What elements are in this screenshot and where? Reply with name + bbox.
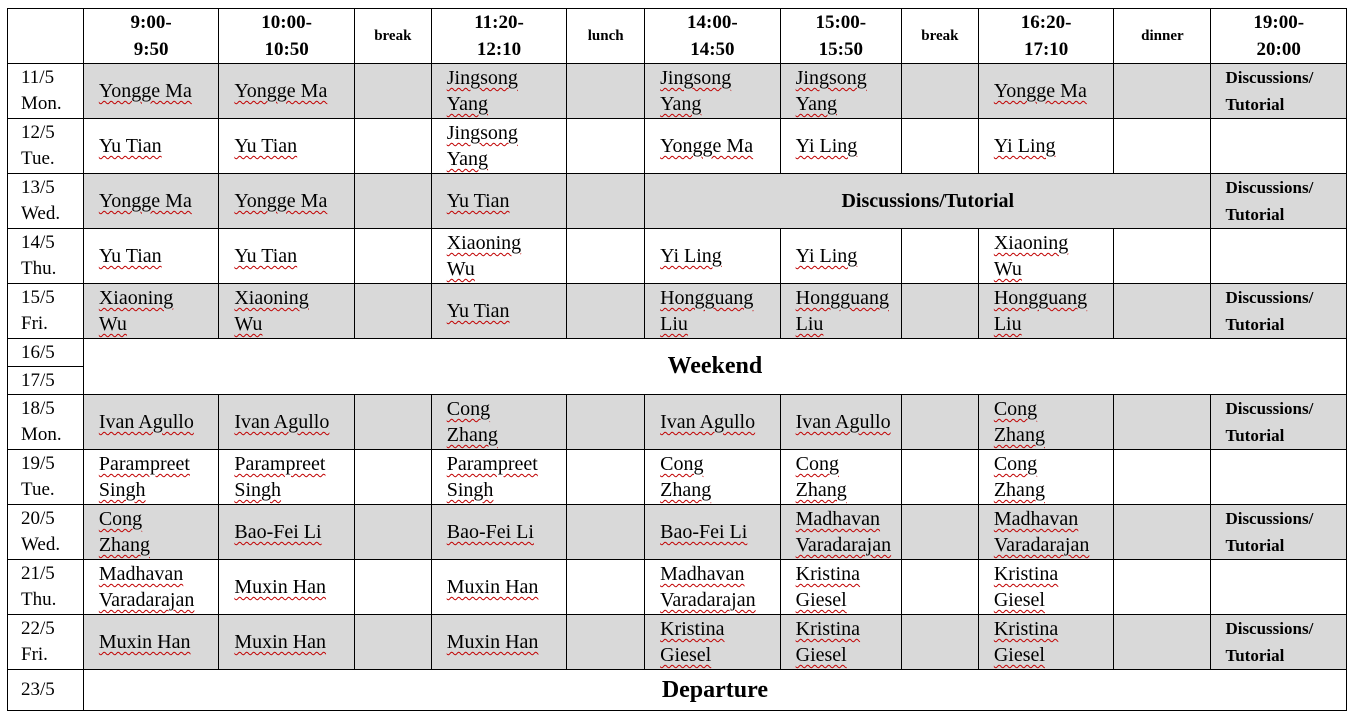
speaker-name: Parampreet Singh xyxy=(446,453,538,501)
speaker-cell xyxy=(219,64,355,119)
speaker-cell xyxy=(431,615,567,670)
speaker-cell xyxy=(978,505,1114,560)
speaker-cell xyxy=(780,119,901,174)
speaker-name: Bao-Fei Li xyxy=(660,521,748,543)
date-cell: 14/5 Thu. xyxy=(8,229,84,284)
speaker-name: Xiaoning Wu xyxy=(446,232,522,280)
speaker-name: Jingsong Yang xyxy=(660,67,732,115)
speaker-cell xyxy=(978,64,1114,119)
lunch-cell xyxy=(567,229,645,284)
speaker-cell xyxy=(219,229,355,284)
day-row xyxy=(8,119,1347,174)
speaker-cell xyxy=(219,174,355,229)
speaker-name: Cong Zhang xyxy=(446,398,498,446)
speaker-cell xyxy=(219,284,355,339)
date-cell: 18/5 Mon. xyxy=(8,395,84,450)
lunch-cell xyxy=(567,64,645,119)
speaker-cell xyxy=(645,450,781,505)
speaker-cell xyxy=(978,395,1114,450)
speaker-cell xyxy=(219,395,355,450)
dinner-header: dinner xyxy=(1114,9,1211,64)
speaker-name: Cong Zhang xyxy=(660,453,712,501)
speaker-name: Muxin Han xyxy=(234,631,327,653)
break-cell xyxy=(901,450,978,505)
speaker-name: Yongge Ma xyxy=(234,80,328,102)
speaker-cell xyxy=(780,284,901,339)
speaker-name: Kristina Giesel xyxy=(795,563,861,611)
speaker-cell xyxy=(219,615,355,670)
dinner-cell xyxy=(1114,615,1211,670)
day-row xyxy=(8,450,1347,505)
speaker-name: Yi Ling xyxy=(795,135,858,157)
lunch-cell xyxy=(567,119,645,174)
lunch-cell xyxy=(567,560,645,615)
speaker-name: Ivan Agullo xyxy=(795,411,891,433)
lunch-cell xyxy=(567,450,645,505)
day-row xyxy=(8,615,1347,670)
lunch-cell xyxy=(567,505,645,560)
speaker-cell xyxy=(978,119,1114,174)
speaker-name: Madhavan Varadarajan xyxy=(660,563,756,611)
dinner-cell xyxy=(1114,229,1211,284)
break-cell xyxy=(901,615,978,670)
speaker-cell xyxy=(431,64,567,119)
day-row xyxy=(8,284,1347,339)
dinner-cell xyxy=(1114,450,1211,505)
speaker-name: Cong Zhang xyxy=(993,398,1045,446)
day-row xyxy=(8,505,1347,560)
speaker-cell xyxy=(780,450,901,505)
speaker-cell xyxy=(83,174,219,229)
speaker-name: Yongge Ma xyxy=(993,80,1087,102)
slot-header: 9:00- 9:50 xyxy=(83,9,219,64)
slot-header: 14:00- 14:50 xyxy=(645,9,781,64)
speaker-cell xyxy=(83,395,219,450)
speaker-name: Yi Ling xyxy=(660,245,722,267)
speaker-name: Kristina Giesel xyxy=(993,618,1059,666)
dinner-cell xyxy=(1114,119,1211,174)
evening-discussion-cell: Discussions/ Tutorial xyxy=(1211,505,1347,560)
speaker-cell xyxy=(645,284,781,339)
dinner-cell xyxy=(1114,505,1211,560)
lunch-cell xyxy=(567,395,645,450)
evening-discussion-cell: Discussions/ Tutorial xyxy=(1211,64,1347,119)
speaker-name: Cong Zhang xyxy=(993,453,1045,501)
dinner-cell xyxy=(1114,284,1211,339)
speaker-cell xyxy=(431,119,567,174)
evening-cell xyxy=(1211,119,1347,174)
date-cell: 11/5 Mon. xyxy=(8,64,84,119)
break-header: break xyxy=(901,9,978,64)
break-cell xyxy=(901,284,978,339)
date-cell: 21/5 Thu. xyxy=(8,560,84,615)
date-cell: 19/5 Tue. xyxy=(8,450,84,505)
evening-cell xyxy=(1211,229,1347,284)
evening-cell xyxy=(1211,560,1347,615)
header-row xyxy=(8,9,1347,64)
speaker-name: Bao-Fei Li xyxy=(234,521,322,543)
break-cell xyxy=(901,64,978,119)
speaker-cell xyxy=(978,560,1114,615)
speaker-cell xyxy=(431,560,567,615)
day-row xyxy=(8,174,1347,229)
date-cell: 12/5 Tue. xyxy=(8,119,84,174)
break-cell xyxy=(354,64,431,119)
speaker-name: Hongguang Liu xyxy=(660,287,754,335)
break-cell xyxy=(354,560,431,615)
speaker-name: Xiaoning Wu xyxy=(993,232,1069,280)
speaker-cell xyxy=(431,395,567,450)
speaker-name: Yongge Ma xyxy=(660,135,754,157)
speaker-name: Cong Zhang xyxy=(795,453,847,501)
speaker-name: Kristina Giesel xyxy=(660,618,725,666)
speaker-cell xyxy=(780,229,901,284)
lunch-cell xyxy=(567,174,645,229)
speaker-cell xyxy=(780,560,901,615)
evening-cell xyxy=(1211,450,1347,505)
dinner-cell xyxy=(1114,64,1211,119)
speaker-cell xyxy=(431,174,567,229)
departure-row xyxy=(8,670,1347,711)
speaker-cell xyxy=(431,284,567,339)
speaker-cell xyxy=(83,560,219,615)
dinner-cell xyxy=(1114,395,1211,450)
speaker-name: Yu Tian xyxy=(98,135,162,157)
speaker-cell xyxy=(83,284,219,339)
speaker-cell xyxy=(978,229,1114,284)
speaker-name: Madhavan Varadarajan xyxy=(993,508,1090,556)
lunch-header: lunch xyxy=(567,9,645,64)
break-cell xyxy=(354,395,431,450)
speaker-name: Kristina Giesel xyxy=(795,618,861,666)
evening-discussion-cell: Discussions/ Tutorial xyxy=(1211,395,1347,450)
speaker-cell xyxy=(219,450,355,505)
speaker-name: Muxin Han xyxy=(234,576,327,598)
speaker-name: Kristina Giesel xyxy=(993,563,1059,611)
speaker-cell xyxy=(431,229,567,284)
speaker-cell xyxy=(780,64,901,119)
speaker-name: Ivan Agullo xyxy=(660,411,756,433)
speaker-name: Ivan Agullo xyxy=(234,411,330,433)
speaker-name: Hongguang Liu xyxy=(795,287,889,335)
break-cell xyxy=(901,505,978,560)
speaker-name: Parampreet Singh xyxy=(234,453,326,501)
speaker-cell xyxy=(978,615,1114,670)
speaker-name: Yu Tian xyxy=(446,190,510,212)
schedule-table xyxy=(7,8,1347,711)
slot-header: 19:00- 20:00 xyxy=(1211,9,1347,64)
speaker-name: Cong Zhang xyxy=(98,508,150,556)
break-cell xyxy=(354,174,431,229)
evening-discussion-cell: Discussions/ Tutorial xyxy=(1211,284,1347,339)
speaker-name: Yu Tian xyxy=(98,245,162,267)
speaker-cell xyxy=(83,615,219,670)
break-cell xyxy=(901,560,978,615)
speaker-name: Bao-Fei Li xyxy=(446,521,534,543)
weekend-banner: Weekend xyxy=(83,339,1346,395)
speaker-cell xyxy=(83,450,219,505)
speaker-name: Yongge Ma xyxy=(234,190,328,212)
speaker-cell xyxy=(83,229,219,284)
speaker-name: Jingsong Yang xyxy=(446,122,518,170)
lunch-cell xyxy=(567,615,645,670)
speaker-cell xyxy=(645,64,781,119)
corner-cell xyxy=(8,9,84,64)
day-row xyxy=(8,229,1347,284)
date-cell: 16/5 xyxy=(8,339,84,367)
break-cell xyxy=(354,505,431,560)
speaker-cell xyxy=(645,615,781,670)
speaker-cell xyxy=(431,505,567,560)
speaker-name: Yongge Ma xyxy=(98,80,192,102)
speaker-name: Yu Tian xyxy=(234,135,298,157)
day-row xyxy=(8,560,1347,615)
speaker-cell xyxy=(219,119,355,174)
speaker-name: Yu Tian xyxy=(446,300,510,322)
speaker-name: Muxin Han xyxy=(446,576,539,598)
dinner-cell xyxy=(1114,560,1211,615)
break-cell xyxy=(901,229,978,284)
speaker-cell xyxy=(645,505,781,560)
speaker-cell xyxy=(780,505,901,560)
date-cell: 17/5 xyxy=(8,367,84,395)
speaker-name: Jingsong Yang xyxy=(795,67,867,115)
speaker-cell xyxy=(780,395,901,450)
speaker-cell xyxy=(219,505,355,560)
break-header: break xyxy=(354,9,431,64)
day-row xyxy=(8,395,1347,450)
evening-discussion-cell: Discussions/ Tutorial xyxy=(1211,615,1347,670)
speaker-cell xyxy=(83,64,219,119)
slot-header: 15:00- 15:50 xyxy=(780,9,901,64)
speaker-name: Jingsong Yang xyxy=(446,67,518,115)
speaker-cell xyxy=(978,284,1114,339)
day-row xyxy=(8,64,1347,119)
slot-header: 16:20- 17:10 xyxy=(978,9,1114,64)
speaker-cell xyxy=(645,395,781,450)
break-cell xyxy=(901,395,978,450)
speaker-name: Yongge Ma xyxy=(98,190,192,212)
speaker-name: Xiaoning Wu xyxy=(98,287,174,335)
speaker-name: Hongguang Liu xyxy=(993,287,1088,335)
speaker-cell xyxy=(645,560,781,615)
break-cell xyxy=(354,119,431,174)
speaker-name: Ivan Agullo xyxy=(98,411,194,433)
speaker-cell xyxy=(978,450,1114,505)
speaker-cell xyxy=(83,505,219,560)
speaker-cell xyxy=(645,119,781,174)
speaker-cell xyxy=(431,450,567,505)
speaker-name: Muxin Han xyxy=(98,631,191,653)
speaker-name: Muxin Han xyxy=(446,631,539,653)
lunch-cell xyxy=(567,284,645,339)
break-cell xyxy=(901,119,978,174)
break-cell xyxy=(354,284,431,339)
date-cell: 15/5 Fri. xyxy=(8,284,84,339)
speaker-name: Yi Ling xyxy=(795,245,858,267)
slot-header: 10:00- 10:50 xyxy=(219,9,355,64)
speaker-cell xyxy=(780,615,901,670)
speaker-cell xyxy=(219,560,355,615)
afternoon-discussion-cell: Discussions/Tutorial xyxy=(645,174,1211,229)
slot-header: 11:20- 12:10 xyxy=(431,9,567,64)
break-cell xyxy=(354,229,431,284)
break-cell xyxy=(354,450,431,505)
speaker-name: Yi Ling xyxy=(993,135,1056,157)
speaker-name: Madhavan Varadarajan xyxy=(98,563,195,611)
departure-banner: Departure xyxy=(83,670,1346,711)
date-cell: 23/5 xyxy=(8,670,84,711)
speaker-name: Madhavan Varadarajan xyxy=(795,508,892,556)
date-cell: 22/5 Fri. xyxy=(8,615,84,670)
speaker-name: Xiaoning Wu xyxy=(234,287,309,335)
speaker-cell xyxy=(83,119,219,174)
date-cell: 20/5 Wed. xyxy=(8,505,84,560)
evening-discussion-cell: Discussions/ Tutorial xyxy=(1211,174,1347,229)
date-cell: 13/5 Wed. xyxy=(8,174,84,229)
break-cell xyxy=(354,615,431,670)
speaker-name: Yu Tian xyxy=(234,245,298,267)
speaker-name: Parampreet Singh xyxy=(98,453,190,501)
speaker-cell xyxy=(645,229,781,284)
weekend-row xyxy=(8,339,1347,367)
